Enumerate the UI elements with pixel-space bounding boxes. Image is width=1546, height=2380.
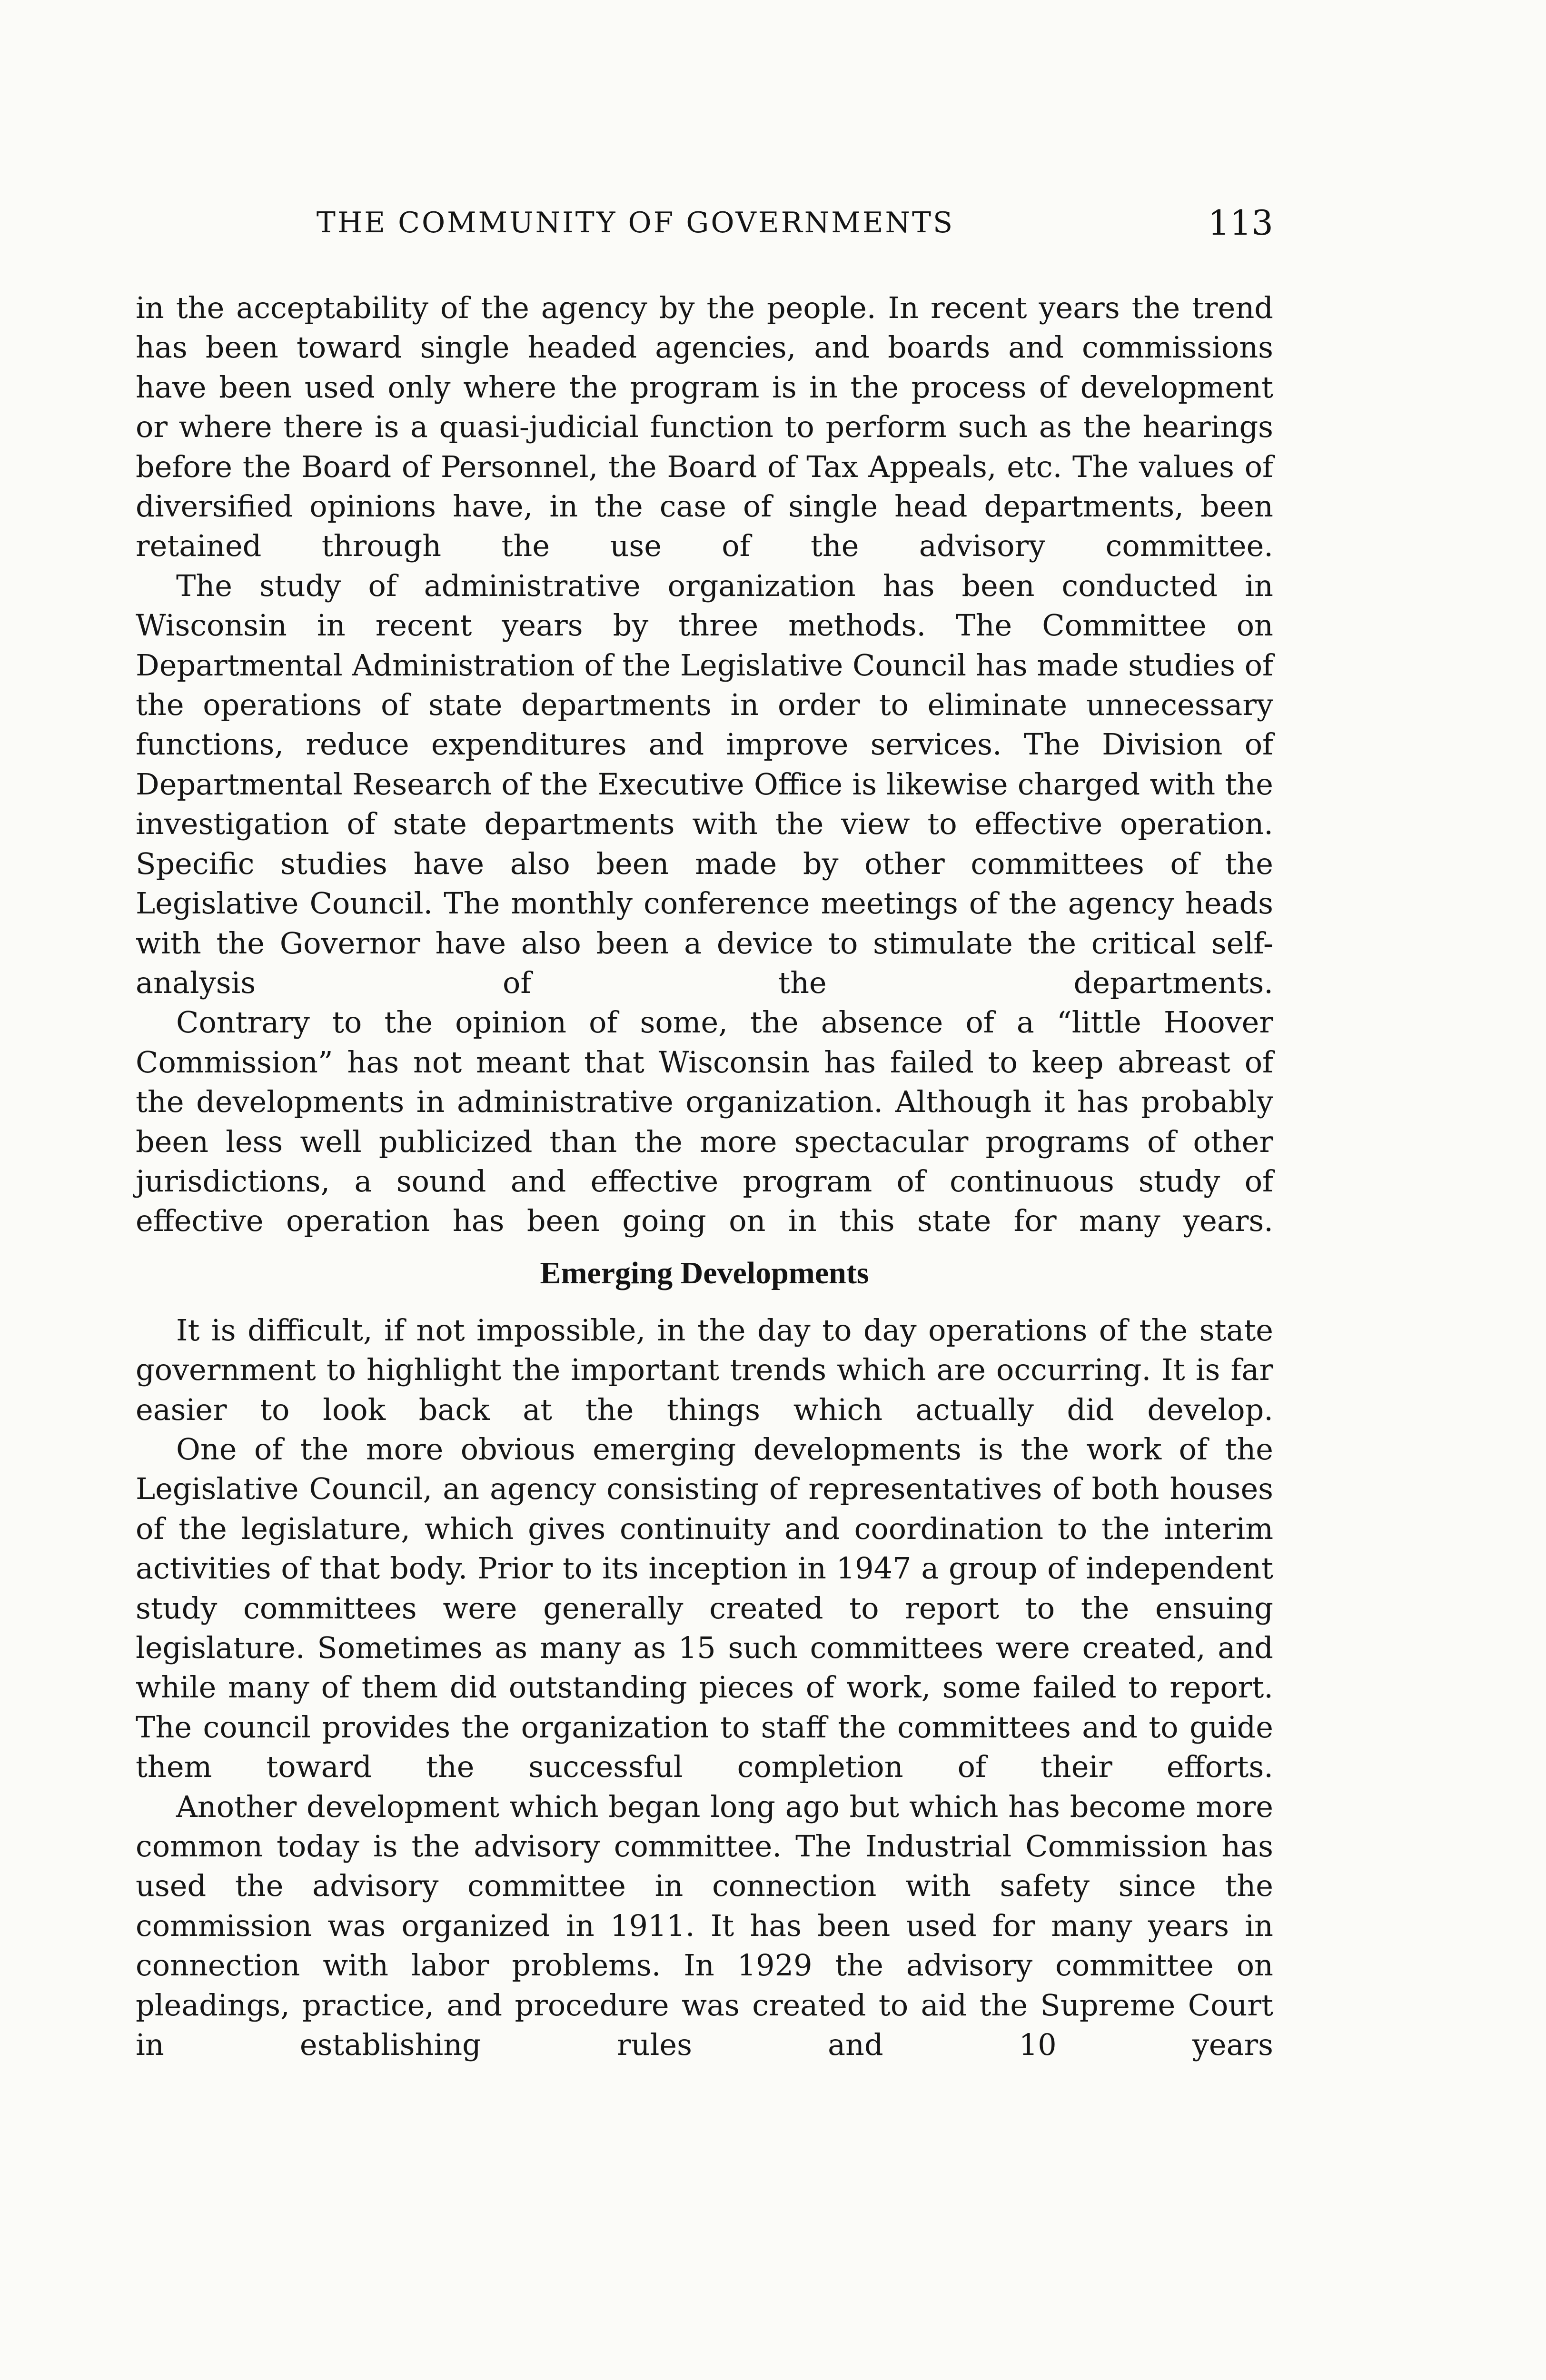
- paragraph-acceptability: in the acceptability of the agency by the people. In recent years the trend has been toward single headed agencies, and boards and commissions have been used only where the program is in the process of development or where there is a quasi-judicial function to perform such as the hearings before the Board of Personnel, the Board of Tax Appeals, etc. The values of diversified opinions have, in the case of single head departments, been retained through the use of the advisory committee.: [136, 290, 1273, 564]
- section-heading: Emerging Developments: [540, 1255, 869, 1290]
- paragraph-legislative-council: One of the more obvious emerging developments is the work of the Legislative Council, an agency consisting of representatives of both houses of the legislature, which gives continuity and coordination to the interim activities of that body. Prior to its inception in 1947 a group of independent study committees were generally created to report to the ensuing legislature. Sometimes as many as 15 such committees were created, and while many of them did outstanding pieces of work, some failed to report. The council provides the organization to staff the committees and to guide them toward the successful completion of their efforts.: [136, 1431, 1273, 1785]
- paragraph-advisory-committee: Another development which began long ago but which has become more common today is the advisory committee. The Industrial Commission has used the advisory committee in connection with safety since the commission was organized in 1911. It has been used for many years in connection with labor problems. In 1929 the advisory committee on pleadings, practice, and procedure was created to aid the Supreme Court in establishing rules and 10 years: [136, 1789, 1273, 2063]
- running-title: THE COMMUNITY OF GOVERNMENTS: [316, 206, 955, 239]
- page-number: 113: [1208, 203, 1273, 243]
- paragraph-hoover-commission: Contrary to the opinion of some, the absence of a “little Hoover Commission” has not meant that Wisconsin has failed to keep abreast of the developments in administrative organization. Although it has probably been less well publicized than the more spectacular programs of other jurisdictions, a sound and effective program of continuous study of effective operation has been going on in this state for many years.: [136, 1005, 1273, 1239]
- paragraph-study-methods: The study of administrative organization has been conducted in Wisconsin in recent years by three methods. The Committee on Departmental Administration of the Legislative Council has made studies of the operations of state departments in order to eliminate unnecessary functions, reduce expenditures and improve services. The Division of Departmental Research of the Executive Office is likewise charged with the investigation of state departments with the view to effective operation. Specific studies have also been made by other committees of the Legislative Council. The monthly conference meetings of the agency heads with the Governor have also been a device to stimulate the critical self-analysis of the departments.: [136, 568, 1273, 1000]
- body-text: [136, 288, 1273, 2064]
- paragraph-trends: It is difficult, if not impossible, in the day to day operations of the state government to highlight the important trends which are occurring. It is far easier to look back at the things which actually did develop.: [136, 1312, 1273, 1427]
- running-head: [136, 199, 1273, 247]
